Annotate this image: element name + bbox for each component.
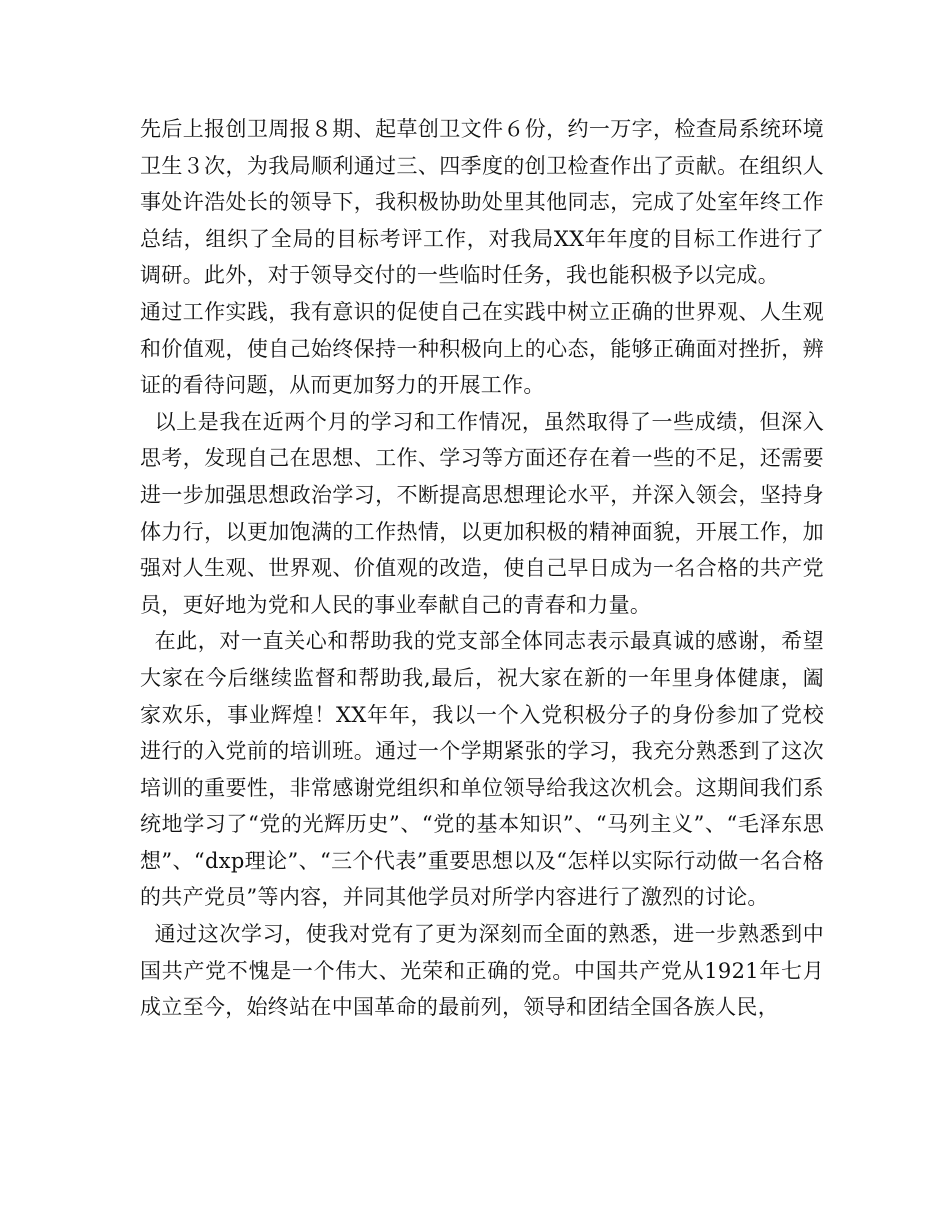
document-body <box>140 111 824 1026</box>
paragraph-2: 通过工作实践，我有意识的促使自己在实践中树立正确的世界观、人生观和价值观，使自己始终保持一种积极向上的心态，能够正确面对挫折，辨证的看待问题，从而更加努力的开展工作。 <box>140 299 824 398</box>
paragraph-4: 在此，对一直关心和帮助我的党支部全体同志表示最真诚的感谢，希望大家在今后继续监督和帮助我,最后，祝大家在新的一年里身体健康，阖家欢乐，事业辉煌！XX年年，我以一个入党积极分子的身份参加了党校进行的入党前的培训班。通过一个学期紧张的学习，我充分熟悉到了这次培训的重要性，非常感谢党组织和单位领导给我这次机会。这期间我们系统地学习了“党的光辉历史”、“党的基本知识”、“马列主义”、“毛泽东思想”、“dxp理论”、“三个代表”重要思想以及“怎样以实际行动做一名合格的共产党员”等内容，并同其他学员对所学内容进行了激烈的讨论。 <box>140 629 824 910</box>
paragraph-5: 通过这次学习，使我对党有了更为深刻而全面的熟悉，进一步熟悉到中国共产党不愧是一个伟大、光荣和正确的党。中国共产党从1921年七月成立至今，始终站在中国革命的最前列，领导和团结全国各族人民， <box>140 922 824 1020</box>
paragraph-3: 以上是我在近两个月的学习和工作情况，虽然取得了一些成绩，但深入思考，发现自己在思想、工作、学习等方面还存在着一些的不足，还需要进一步加强思想政治学习，不断提高思想理论水平，并深入领会，坚持身体力行，以更加饱满的工作热情，以更加积极的精神面貌，开展工作，加强对人生观、世界观、价值观的改造，使自己早日成为一名合格的共产党员，更好地为党和人民的事业奉献自己的青春和力量。 <box>140 409 824 617</box>
paragraph-1: 先后上报创卫周报８期、起草创卫文件６份，约一万字，检查局系统环境卫生３次，为我局顺利通过三、四季度的创卫检查作出了贡献。在组织人事处许浩处长的领导下，我积极协助处里其他同志，完成了处室年终工作总结，组织了全局的目标考评工作，对我局XX年年度的目标工作进行了调研。此外，对于领导交付的一些临时任务，我也能积极予以完成。 <box>140 117 824 288</box>
